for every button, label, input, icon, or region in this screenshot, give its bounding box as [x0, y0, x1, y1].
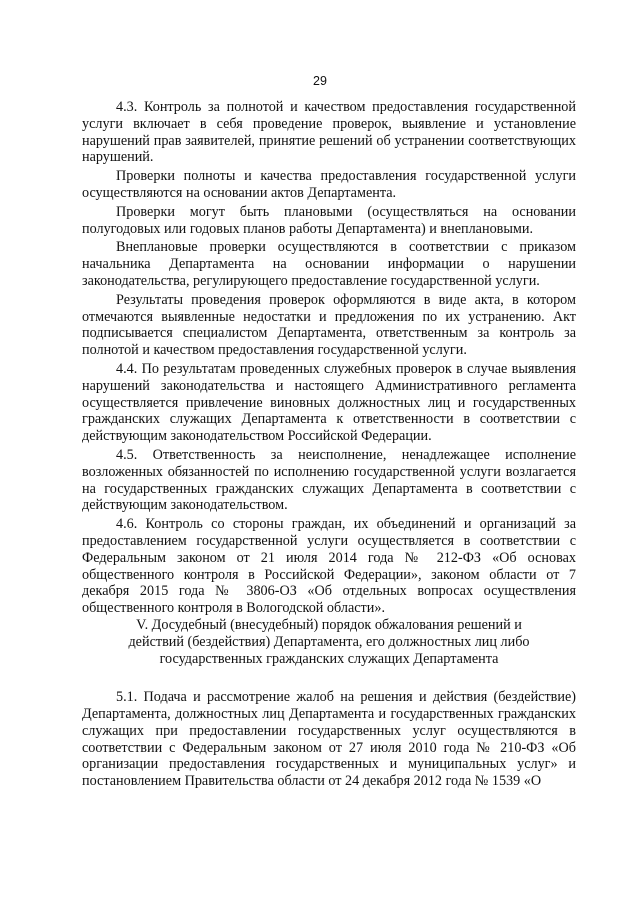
document-body — [82, 99, 576, 790]
paragraph-inspection-completeness: Проверки полноты и качества предоставления государственной услуги осуществляются на основании актов Департамента. — [82, 168, 576, 201]
paragraph-4-6: 4.6. Контроль со стороны граждан, их объединений и организаций за предоставлением государственной услуги осуществляется в соответствии с Федеральным законом от 21 июля 2014 года № 212-ФЗ «Об основах общественного контроля в Российской Федерации», законом области от 7 декабря 2015 года № 3806-ОЗ «Об отдельных вопросах осуществления общественного контроля в Вологодской области». — [82, 516, 576, 617]
paragraph-inspection-types: Проверки могут быть плановыми (осуществляться на основании полугодовых или годовых планов работы Департамента) и внеплановыми. — [82, 203, 576, 237]
paragraph-4-5: 4.5. Ответственность за неисполнение, ненадлежащее исполнение возложенных обязанностей по исполнению государственной услуги возлагается на государственных гражданских служащих Департамента в соответствии с действующим законодательством. — [82, 446, 576, 514]
paragraph-5-1: 5.1. Подача и рассмотрение жалоб на решения и действия (бездействие) Департамента, должностных лиц Департамента и государственных гражданских служащих при предоставлении государственных услуг осуществляются в соответствии с Федеральным законом от 27 июля 2010 года № 210-ФЗ «Об организации предоставления государственных и муниципальных услуг» и постановлением Правительства области от 24 декабря 2012 года № 1539 «О — [82, 689, 576, 790]
paragraph-unscheduled-inspections: Внеплановые проверки осуществляются в соответствии с приказом начальника Департамента на основании информации о нарушении законодательства, регулирующего предоставление государственной услуги. — [82, 239, 576, 289]
paragraph-4-4: 4.4. По результатам проведенных служебных проверок в случае выявления нарушений законодательства и настоящего Административного регламента осуществляется привлечение виновных должностных лиц и государственных гражданских служащих Департамента к ответственности в соответствии с действующим законодательством Российской Федерации. — [82, 360, 576, 445]
section-heading: V. Досудебный (внесудебный) порядок обжалования решений и действий (бездействия) Департамента, его должностных лиц либо государственных гражданских служащих Департамента — [128, 616, 530, 667]
paragraph-4-3: 4.3. Контроль за полнотой и качеством предоставления государственной услуги включает в себя проведение проверок, выявление и установление нарушений прав заявителей, принятие решений об устранении соответствующих нарушений. — [82, 99, 576, 166]
page-number: 29 — [313, 74, 327, 88]
paragraph-inspection-results: Результаты проведения проверок оформляются в виде акта, в котором отмечаются выявленные недостатки и предложения по их устранению. Акт подписывается специалистом Департамента, ответственным за контроль за полнотой и качеством предоставления государственной услуги. — [82, 291, 576, 359]
